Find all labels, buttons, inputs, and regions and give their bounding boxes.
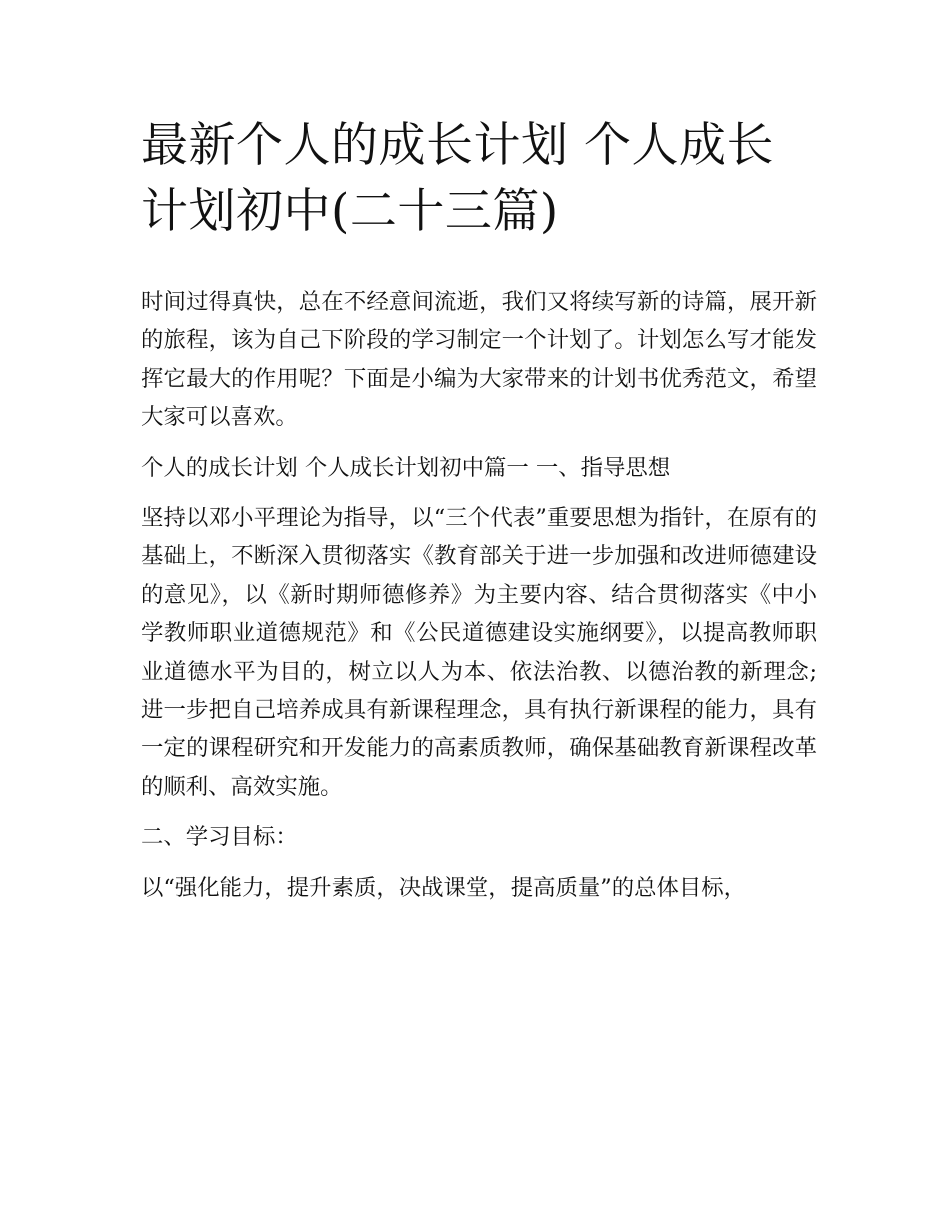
paragraph-heading-learning-goals: 二、学习目标： [141, 824, 298, 851]
document-title: 最新个人的成长计划 个人成长计划初中(二十三篇) [141, 118, 774, 239]
paragraph-intro: 时间过得真快，总在不经意间流逝，我们又将续写新的诗篇，展开新的旅程，该为自己下阶段的学习制定一个计划了。计划怎么写才能发挥它最大的作用呢？下面是小编为大家带来的计划书优秀范文，希望大家可以喜欢。 [141, 289, 817, 431]
paragraph-learning-goals: 以“强化能力，提升素质，决战课堂，提高质量”的总体目标， [141, 874, 747, 901]
paragraph-guiding-ideology: 坚持以邓小平理论为指导，以“三个代表”重要思想为指针，在原有的基础上，不断深入贯彻落实《教育部关于进一步加强和改进师德建设的意见》，以《新时期师德修养》为主要内容、结合贯彻落实《中小学教师职业道德规范》和《公民道德建设实施纲要》，以提高教师职业道德水平为目的，树立以人为本、依法治教、以德治教的新理念;进一步把自己培养成具有新课程理念，具有执行新课程的能力，具有一定的课程研究和开发能力的高素质教师，确保基础教育新课程改革的顺利、高效实施。 [141, 505, 817, 800]
paragraph-heading-guiding-ideology: 个人的成长计划 个人成长计划初中篇一 一、指导思想 [141, 454, 671, 481]
document-body [141, 283, 817, 919]
